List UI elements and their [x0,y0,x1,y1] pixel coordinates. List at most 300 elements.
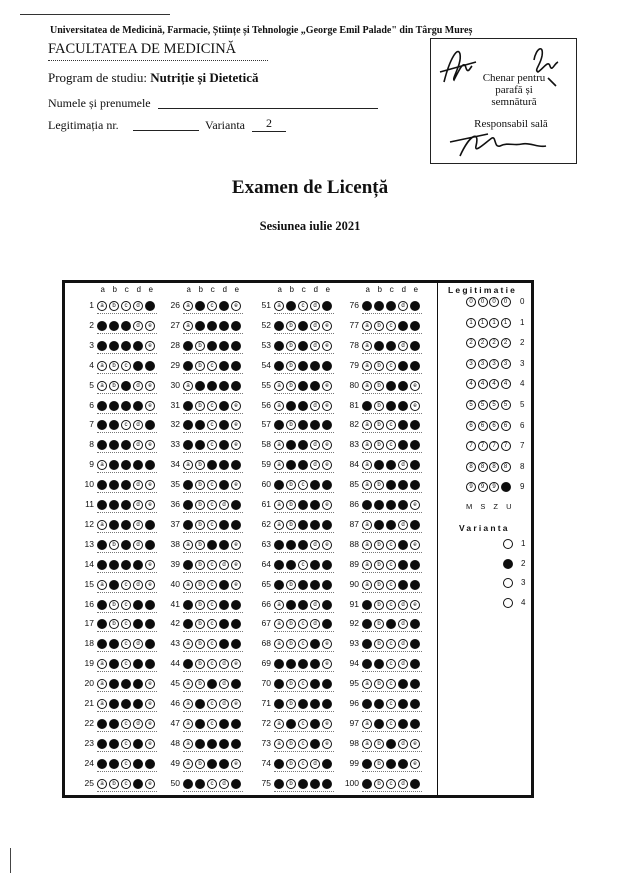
answer-bubble[interactable]: b [286,619,296,629]
answer-bubble[interactable]: b [109,580,119,590]
legitimatie-bubble[interactable]: 3 [466,359,476,369]
answer-bubble[interactable]: c [207,440,217,450]
answer-bubble[interactable]: e [322,580,332,590]
id-field-line[interactable] [133,130,199,131]
answer-bubble[interactable]: a [274,779,284,789]
answer-bubble[interactable]: e [410,361,420,371]
answer-bubble[interactable]: e [410,619,420,629]
legitimatie-bubble[interactable]: 4 [489,379,499,389]
legitimatie-bubble[interactable]: 9 [501,482,511,492]
answer-bubble[interactable]: e [322,341,332,351]
answer-bubble[interactable]: e [322,420,332,430]
answer-bubble[interactable]: c [121,699,131,709]
answer-bubble[interactable]: b [109,739,119,749]
answer-bubble[interactable]: d [398,520,408,530]
answer-bubble[interactable]: e [145,779,155,789]
answer-bubble[interactable]: e [231,321,241,331]
answer-bubble[interactable]: b [195,580,205,590]
answer-bubble[interactable]: c [386,321,396,331]
answer-bubble[interactable]: d [133,301,143,311]
answer-bubble[interactable]: d [219,639,229,649]
answer-bubble[interactable]: a [362,580,372,590]
answer-bubble[interactable]: c [207,759,217,769]
answer-bubble[interactable]: a [183,401,193,411]
legitimatie-bubble[interactable]: 3 [501,359,511,369]
answer-bubble[interactable]: e [231,440,241,450]
answer-bubble[interactable]: b [374,739,384,749]
answer-bubble[interactable]: e [410,600,420,610]
answer-bubble[interactable]: a [183,440,193,450]
answer-bubble[interactable]: a [362,699,372,709]
answer-bubble[interactable]: d [398,460,408,470]
answer-bubble[interactable]: a [97,401,107,411]
answer-bubble[interactable]: c [386,520,396,530]
legitimatie-bubble[interactable]: 0 [478,297,488,307]
answer-bubble[interactable]: e [231,420,241,430]
legitimatie-bubble[interactable]: 7 [478,441,488,451]
answer-bubble[interactable]: e [322,520,332,530]
answer-bubble[interactable]: e [322,321,332,331]
answer-bubble[interactable]: e [231,679,241,689]
answer-bubble[interactable]: c [207,361,217,371]
answer-bubble[interactable]: d [310,341,320,351]
answer-bubble[interactable]: c [207,540,217,550]
answer-bubble[interactable]: a [274,480,284,490]
answer-bubble[interactable]: c [207,580,217,590]
answer-bubble[interactable]: d [398,739,408,749]
legitimatie-bubble[interactable]: 7 [466,441,476,451]
answer-bubble[interactable]: e [410,679,420,689]
answer-bubble[interactable]: d [398,341,408,351]
answer-bubble[interactable]: a [183,381,193,391]
answer-bubble[interactable]: b [195,639,205,649]
answer-bubble[interactable]: b [195,401,205,411]
answer-bubble[interactable]: b [195,779,205,789]
answer-bubble[interactable]: e [410,301,420,311]
legitimatie-bubble[interactable]: 1 [489,318,499,328]
answer-bubble[interactable]: e [145,619,155,629]
answer-bubble[interactable]: b [109,440,119,450]
answer-bubble[interactable]: b [286,440,296,450]
answer-bubble[interactable]: c [121,301,131,311]
answer-bubble[interactable]: c [298,580,308,590]
answer-bubble[interactable]: a [274,600,284,610]
answer-bubble[interactable]: b [195,560,205,570]
answer-bubble[interactable]: b [286,381,296,391]
answer-bubble[interactable]: d [310,699,320,709]
answer-bubble[interactable]: c [207,401,217,411]
answer-bubble[interactable]: d [398,600,408,610]
answer-bubble[interactable]: b [195,480,205,490]
answer-bubble[interactable]: e [322,759,332,769]
answer-bubble[interactable]: e [322,679,332,689]
legitimatie-bubble[interactable]: 8 [501,462,511,472]
varianta-bubble[interactable] [503,598,513,608]
answer-bubble[interactable]: a [97,679,107,689]
answer-bubble[interactable]: e [322,600,332,610]
answer-bubble[interactable]: e [322,381,332,391]
answer-bubble[interactable]: d [133,659,143,669]
answer-bubble[interactable]: c [386,619,396,629]
answer-bubble[interactable]: a [183,779,193,789]
answer-bubble[interactable]: b [109,520,119,530]
answer-bubble[interactable]: c [121,779,131,789]
answer-bubble[interactable]: e [145,401,155,411]
answer-bubble[interactable]: b [286,520,296,530]
legitimatie-bubble[interactable]: 6 [478,421,488,431]
answer-bubble[interactable]: b [374,401,384,411]
answer-bubble[interactable]: d [398,719,408,729]
answer-bubble[interactable]: b [374,560,384,570]
answer-bubble[interactable]: b [286,480,296,490]
answer-bubble[interactable]: b [195,759,205,769]
answer-bubble[interactable]: c [386,580,396,590]
answer-bubble[interactable]: e [145,361,155,371]
answer-bubble[interactable]: d [219,321,229,331]
answer-bubble[interactable]: d [133,500,143,510]
answer-bubble[interactable]: b [109,600,119,610]
answer-bubble[interactable]: d [310,480,320,490]
answer-bubble[interactable]: a [274,560,284,570]
answer-bubble[interactable]: e [231,401,241,411]
answer-bubble[interactable]: c [386,759,396,769]
answer-bubble[interactable]: e [145,321,155,331]
legitimatie-bubble[interactable]: 7 [489,441,499,451]
answer-bubble[interactable]: d [133,619,143,629]
answer-bubble[interactable]: d [398,779,408,789]
answer-bubble[interactable]: e [322,460,332,470]
answer-bubble[interactable]: d [219,420,229,430]
answer-bubble[interactable]: e [145,420,155,430]
answer-bubble[interactable]: d [398,580,408,590]
answer-bubble[interactable]: d [219,719,229,729]
answer-bubble[interactable]: b [286,301,296,311]
answer-bubble[interactable]: d [310,779,320,789]
answer-bubble[interactable]: e [145,739,155,749]
answer-bubble[interactable]: a [362,500,372,510]
answer-bubble[interactable]: b [286,679,296,689]
answer-bubble[interactable]: d [133,759,143,769]
answer-bubble[interactable]: d [310,619,320,629]
answer-bubble[interactable]: e [322,619,332,629]
answer-bubble[interactable]: a [97,520,107,530]
answer-bubble[interactable]: c [386,560,396,570]
answer-bubble[interactable]: c [207,321,217,331]
answer-bubble[interactable]: d [398,321,408,331]
answer-bubble[interactable]: a [97,639,107,649]
answer-bubble[interactable]: c [207,659,217,669]
answer-bubble[interactable]: a [183,580,193,590]
answer-bubble[interactable]: b [109,321,119,331]
answer-bubble[interactable]: e [410,440,420,450]
answer-bubble[interactable]: a [183,520,193,530]
legitimatie-bubble[interactable]: 1 [466,318,476,328]
answer-bubble[interactable]: b [195,600,205,610]
answer-bubble[interactable]: d [310,739,320,749]
answer-bubble[interactable]: e [410,719,420,729]
answer-bubble[interactable]: a [97,739,107,749]
answer-bubble[interactable]: a [274,301,284,311]
answer-bubble[interactable]: b [195,619,205,629]
answer-bubble[interactable]: e [322,779,332,789]
answer-bubble[interactable]: d [398,420,408,430]
answer-bubble[interactable]: a [362,520,372,530]
answer-bubble[interactable]: b [286,560,296,570]
answer-bubble[interactable]: d [133,699,143,709]
answer-bubble[interactable]: b [374,321,384,331]
answer-bubble[interactable]: c [121,520,131,530]
answer-bubble[interactable]: c [298,480,308,490]
answer-bubble[interactable]: a [183,321,193,331]
answer-bubble[interactable]: a [274,619,284,629]
answer-bubble[interactable]: d [310,540,320,550]
answer-bubble[interactable]: c [121,460,131,470]
answer-bubble[interactable]: b [374,341,384,351]
answer-bubble[interactable]: e [145,440,155,450]
answer-bubble[interactable]: b [286,779,296,789]
legitimatie-bubble[interactable]: 1 [478,318,488,328]
answer-bubble[interactable]: a [183,659,193,669]
answer-bubble[interactable]: e [231,639,241,649]
answer-bubble[interactable]: e [231,480,241,490]
answer-bubble[interactable]: b [286,580,296,590]
answer-bubble[interactable]: e [231,699,241,709]
answer-bubble[interactable]: b [286,460,296,470]
answer-bubble[interactable]: c [207,719,217,729]
answer-bubble[interactable]: b [286,500,296,510]
answer-bubble[interactable]: b [374,659,384,669]
legitimatie-bubble[interactable]: 8 [478,462,488,472]
answer-bubble[interactable]: a [97,341,107,351]
answer-bubble[interactable]: e [410,420,420,430]
legitimatie-bubble[interactable]: 6 [489,421,499,431]
answer-bubble[interactable]: d [398,619,408,629]
answer-bubble[interactable]: d [219,520,229,530]
answer-bubble[interactable]: e [145,520,155,530]
answer-bubble[interactable]: e [231,301,241,311]
answer-bubble[interactable]: b [109,460,119,470]
answer-bubble[interactable]: a [362,321,372,331]
answer-bubble[interactable]: d [133,341,143,351]
answer-bubble[interactable]: e [145,759,155,769]
answer-bubble[interactable]: d [133,460,143,470]
answer-bubble[interactable]: c [298,600,308,610]
answer-bubble[interactable]: e [322,699,332,709]
answer-bubble[interactable]: e [231,600,241,610]
answer-bubble[interactable]: b [195,699,205,709]
answer-bubble[interactable]: d [219,679,229,689]
answer-bubble[interactable]: c [121,639,131,649]
answer-bubble[interactable]: e [322,301,332,311]
answer-bubble[interactable]: a [362,480,372,490]
answer-bubble[interactable]: d [133,381,143,391]
answer-bubble[interactable]: e [231,619,241,629]
answer-bubble[interactable]: c [386,381,396,391]
answer-bubble[interactable]: a [362,301,372,311]
answer-bubble[interactable]: d [219,600,229,610]
answer-bubble[interactable]: d [219,401,229,411]
answer-bubble[interactable]: c [298,540,308,550]
answer-bubble[interactable]: b [109,341,119,351]
answer-bubble[interactable]: d [219,619,229,629]
answer-bubble[interactable]: e [145,341,155,351]
varianta-bubble[interactable] [503,559,513,569]
answer-bubble[interactable]: b [374,480,384,490]
answer-bubble[interactable]: c [207,739,217,749]
answer-bubble[interactable]: b [374,639,384,649]
answer-bubble[interactable]: c [386,540,396,550]
answer-bubble[interactable]: a [183,619,193,629]
answer-bubble[interactable]: d [398,480,408,490]
answer-bubble[interactable]: b [109,401,119,411]
answer-bubble[interactable]: c [386,719,396,729]
legitimatie-bubble[interactable]: 2 [489,338,499,348]
varianta-bubble[interactable] [503,539,513,549]
answer-bubble[interactable]: d [398,679,408,689]
answer-bubble[interactable]: c [386,361,396,371]
answer-bubble[interactable]: e [145,659,155,669]
answer-bubble[interactable]: d [133,719,143,729]
legitimatie-bubble[interactable]: 9 [489,482,499,492]
answer-bubble[interactable]: a [362,460,372,470]
answer-bubble[interactable]: c [121,341,131,351]
answer-bubble[interactable]: c [298,341,308,351]
answer-bubble[interactable]: d [310,321,320,331]
answer-bubble[interactable]: d [398,639,408,649]
answer-bubble[interactable]: e [231,361,241,371]
answer-bubble[interactable]: d [219,659,229,669]
answer-bubble[interactable]: e [231,659,241,669]
answer-bubble[interactable]: e [410,520,420,530]
answer-bubble[interactable]: a [183,719,193,729]
answer-bubble[interactable]: e [145,381,155,391]
answer-bubble[interactable]: b [195,659,205,669]
answer-bubble[interactable]: c [386,440,396,450]
answer-bubble[interactable]: c [121,679,131,689]
answer-bubble[interactable]: a [97,779,107,789]
answer-bubble[interactable]: d [219,381,229,391]
answer-bubble[interactable]: c [121,480,131,490]
answer-bubble[interactable]: a [362,659,372,669]
legitimatie-bubble[interactable]: 5 [501,400,511,410]
answer-bubble[interactable]: e [410,460,420,470]
answer-bubble[interactable]: c [207,301,217,311]
answer-bubble[interactable]: b [109,500,119,510]
answer-bubble[interactable]: b [195,540,205,550]
answer-bubble[interactable]: e [231,739,241,749]
answer-bubble[interactable]: c [121,540,131,550]
answer-bubble[interactable]: b [286,759,296,769]
answer-bubble[interactable]: d [398,381,408,391]
answer-bubble[interactable]: b [109,540,119,550]
answer-bubble[interactable]: b [286,420,296,430]
answer-bubble[interactable]: b [286,659,296,669]
answer-bubble[interactable]: a [362,639,372,649]
answer-bubble[interactable]: d [219,779,229,789]
legitimatie-bubble[interactable]: 3 [489,359,499,369]
answer-bubble[interactable]: e [322,480,332,490]
answer-bubble[interactable]: b [195,719,205,729]
answer-bubble[interactable]: d [310,440,320,450]
answer-bubble[interactable]: c [386,679,396,689]
answer-bubble[interactable]: c [207,460,217,470]
answer-bubble[interactable]: a [274,420,284,430]
legitimatie-bubble[interactable]: 1 [501,318,511,328]
answer-bubble[interactable]: a [97,460,107,470]
answer-bubble[interactable]: c [207,619,217,629]
answer-bubble[interactable]: a [183,639,193,649]
answer-bubble[interactable]: c [298,739,308,749]
answer-bubble[interactable]: b [374,679,384,689]
answer-bubble[interactable]: c [386,779,396,789]
answer-bubble[interactable]: c [298,301,308,311]
answer-bubble[interactable]: d [133,540,143,550]
answer-bubble[interactable]: a [274,440,284,450]
answer-bubble[interactable]: a [274,719,284,729]
answer-bubble[interactable]: b [374,779,384,789]
answer-bubble[interactable]: a [97,699,107,709]
answer-bubble[interactable]: d [310,679,320,689]
answer-bubble[interactable]: a [183,739,193,749]
answer-bubble[interactable]: b [195,679,205,689]
legitimatie-bubble[interactable]: 0 [466,297,476,307]
answer-bubble[interactable]: d [398,659,408,669]
answer-bubble[interactable]: a [183,600,193,610]
answer-bubble[interactable]: b [195,321,205,331]
answer-bubble[interactable]: c [298,699,308,709]
answer-bubble[interactable]: e [410,699,420,709]
answer-bubble[interactable]: c [386,460,396,470]
legitimatie-bubble[interactable]: 5 [466,400,476,410]
answer-bubble[interactable]: a [362,779,372,789]
answer-bubble[interactable]: a [183,480,193,490]
answer-bubble[interactable]: a [97,540,107,550]
answer-bubble[interactable]: c [207,600,217,610]
answer-bubble[interactable]: e [145,301,155,311]
answer-bubble[interactable]: a [97,361,107,371]
answer-bubble[interactable]: c [298,401,308,411]
answer-bubble[interactable]: a [97,420,107,430]
answer-bubble[interactable]: b [286,540,296,550]
answer-bubble[interactable]: d [398,361,408,371]
answer-bubble[interactable]: e [145,600,155,610]
answer-bubble[interactable]: e [231,460,241,470]
answer-bubble[interactable]: b [195,500,205,510]
legitimatie-bubble[interactable]: 8 [466,462,476,472]
answer-bubble[interactable]: c [121,580,131,590]
answer-bubble[interactable]: b [109,619,119,629]
answer-bubble[interactable]: e [231,381,241,391]
answer-bubble[interactable]: e [145,719,155,729]
answer-bubble[interactable]: e [410,560,420,570]
answer-bubble[interactable]: b [195,520,205,530]
answer-bubble[interactable]: d [310,659,320,669]
answer-bubble[interactable]: b [286,639,296,649]
answer-bubble[interactable]: b [374,301,384,311]
answer-bubble[interactable]: a [362,739,372,749]
answer-bubble[interactable]: a [97,719,107,729]
answer-bubble[interactable]: a [274,759,284,769]
answer-bubble[interactable]: a [97,480,107,490]
answer-bubble[interactable]: b [109,361,119,371]
answer-bubble[interactable]: d [398,699,408,709]
answer-bubble[interactable]: c [386,500,396,510]
answer-bubble[interactable]: a [274,580,284,590]
answer-bubble[interactable]: c [298,779,308,789]
answer-bubble[interactable]: c [121,719,131,729]
answer-bubble[interactable]: c [386,739,396,749]
answer-bubble[interactable]: a [274,321,284,331]
